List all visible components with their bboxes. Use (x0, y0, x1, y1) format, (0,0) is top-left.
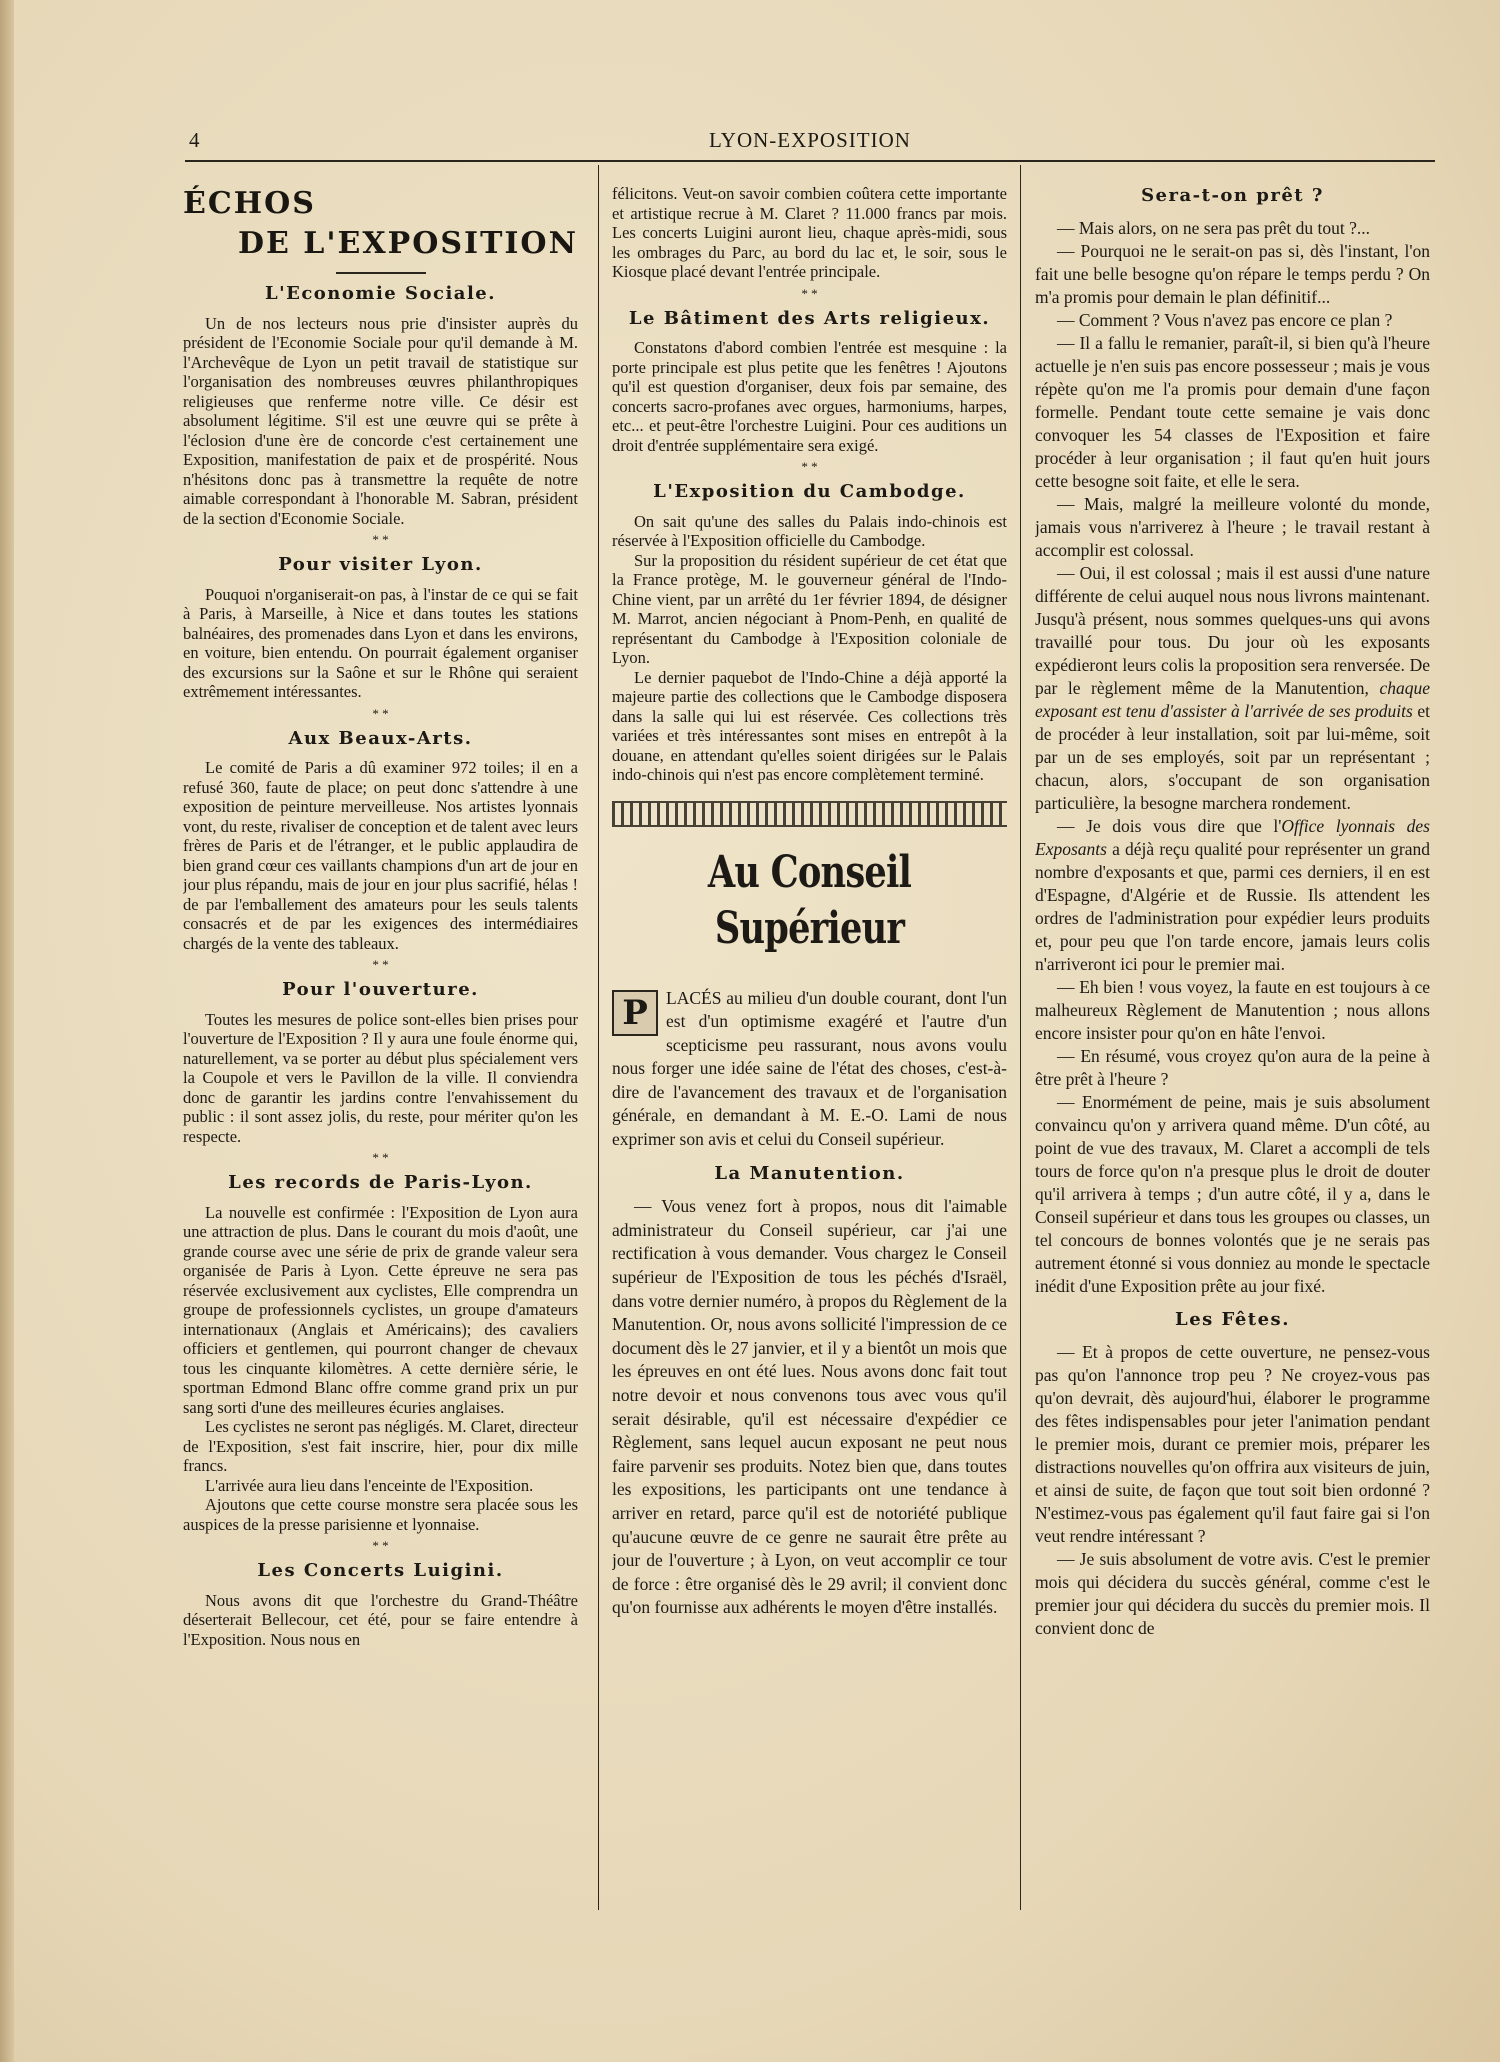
asterism-separator: * * (801, 459, 818, 474)
column-rule-2 (1020, 165, 1021, 1910)
paragraph-text: a déjà reçu qualité pour représenter un grand nombre d'exposants et que, parmi ces derniers, il en est d'Espagne, d'Algérie et de Russie. Ils attendent les ordres de l'administration pour expédier leurs produits et, pour peu que l'on tarde encore, jamais leurs colis n'arriveront ici pour le premier mai. (1035, 839, 1430, 974)
article-paragraph: Le dernier paquebot de l'Indo-Chine a déjà apporté la majeure partie des collections que le Cambodge disposera dans la salle qui lui est réservée. Ces collections très variées et très intéressantes sont mises en entrepôt à la douane, en attendant qu'elles soient dirigées sur le Palais indo-chinois qui n'est pas encore complètement terminé. (612, 667, 1007, 784)
article-paragraph: — En résumé, vous croyez qu'on aura de la peine à être prêt à l'heure ? (1035, 1046, 1430, 1089)
article-paragraph (1035, 562, 1430, 815)
article-paragraph: L'arrivée aura lieu dans l'enceinte de l'Exposition. (205, 1475, 534, 1495)
article-paragraph: — Il a fallu le remanier, paraît-il, si bien qu'à l'heure actuelle je n'en suis pas encore possesseur ; mais je vous répète qu'on me l'a promis pour demain d'une façon formelle. Pendant toute cette semaine je vais donc convoquer les 54 classes de l'Exposition et faire procéder à leur organisation ; il faut qu'en huit jours cette besogne soit faite, et elle le sera. (1035, 333, 1430, 491)
ornamental-divider (612, 801, 1007, 827)
article-heading: L'Economie Sociale. (264, 283, 497, 304)
article-paragraph: Nous avons dit que l'orchestre du Grand-Théâtre déserterait Bellecour, cet été, pour se faire entendre à l'Exposition. Nous nous en (183, 1590, 578, 1649)
article-subheading: Les Fêtes. (1175, 1309, 1290, 1330)
asterism-separator: * * (372, 532, 389, 547)
article-paragraph: Toutes les mesures de police sont-elles bien prises pour l'ouverture de l'Exposition ? Il y aura une foule énorme qui, naturellement, va se porter au début plus spécialement vers la Coupole et vers le Pavillon de la ville. Il conviendra donc de garantir les jardins contre l'envahissement du public : il sont assez jolis, du reste, pour mériter qu'on les respecte. (183, 1009, 578, 1146)
article-paragraph: — Eh bien ! vous voyez, la faute en est toujours à ce malheureux Règlement de Manutention ; nous allons encore insister pour qu'on en hâte l'envoi. (1035, 977, 1430, 1043)
article-paragraph: — Et à propos de cette ouverture, ne pensez-vous pas qu'on l'annonce trop peu ? Ne croyez-vous pas qu'on devrait, dès aujourd'hui, élaborer le programme des fêtes indispensables pour jeter l'animation pendant le premier mois, durant ce premier mois, préparer les distractions nouvelles qu'on offrira aux visiteurs de juin, et ainsi de suite, de façon que tout soit bien ordonné ? N'estimez-vous pas également qu'il faut faire gai si l'on veut rendre intéressant ? (1035, 1342, 1430, 1546)
column-rule-1 (598, 165, 599, 1910)
article-intro (612, 987, 1007, 1152)
article-heading: Les Concerts Luigini. (257, 1560, 504, 1581)
italic-text: Office lyonnais des Exposants (1035, 816, 1430, 859)
page-header (185, 128, 1435, 158)
masthead-line-2: DE L'EXPOSITION (237, 226, 578, 261)
article-paragraph: La nouvelle est confirmée : l'Exposition de Lyon aura une attraction de plus. Dans le courant du mois d'août, une grande course avec une série de prix de grande valeur sera organisée de Paris à Lyon. Cette épreuve ne sera pas réservée exclusivement aux cyclistes, Elle comprendra un groupe de professionnels cyclistes, un groupe d'amateurs internationaux (Anglais et Américains); des cavaliers officiers et gentlemen, qui pourront changer de chevaux tous les cinquante kilomètres. A cette dernière série, le sportman Edmond Blanc offre comme grand prix un pur sang sorti d'une des meilleures écuries anglaises. (183, 1202, 578, 1417)
column-1 (183, 184, 578, 1904)
newspaper-title: LYON-EXPOSITION (709, 128, 911, 152)
article-subheading: Sera-t-on prêt ? (1141, 185, 1324, 206)
masthead-rule (336, 272, 426, 274)
article-title: Au Conseil Supérieur (707, 846, 912, 954)
article-heading: Pour l'ouverture. (282, 979, 479, 1000)
article-paragraph: — Mais alors, on ne sera pas prêt du tout ?... (1057, 218, 1370, 238)
paragraph-text: — Oui, il est colossal ; mais il est aussi d'une nature différente de celui auquel nous nous livrons maintenant. Jusqu'à présent, nous sommes quelques-uns qui avons travaillé pour tous. Du jour où les exposants expédieront leurs colis la proposition sera renversée. De par le règlement même de la Manutention, (1035, 563, 1430, 698)
article-paragraph: Les cyclistes ne seront pas négligés. M. Claret, directeur de l'Exposition, s'est fait inscrire, hier, pour dix mille francs. (183, 1417, 578, 1475)
article-heading: Le Bâtiment des Arts religieux. (628, 307, 991, 329)
section-masthead (183, 184, 578, 264)
asterism-separator: * * (801, 285, 818, 301)
article-subheading: La Manutention. (714, 1162, 905, 1184)
article-paragraph: — Je suis absolument de votre avis. C'est le premier mois qui décidera du succès général, comme c'est le premier jour qui décidera du succès du premier mois. Il convient donc de (1035, 1549, 1430, 1638)
asterism-separator: * * (372, 957, 389, 972)
column-2 (612, 184, 1007, 1904)
asterism-separator: * * (372, 1538, 389, 1553)
article-paragraph-continued: félicitons. Veut-on savoir combien coûtera cette importante et artistique recrue à M. Claret ? 11.000 francs par mois. Les concerts Luigini auront lieu, chaque après-midi, sous les ombrages du Parc, au bord du lac et, le soir, sous le Kiosque placé devant l'entrée principale. (612, 184, 1007, 281)
header-rule (185, 160, 1435, 162)
article-paragraph: — Vous venez fort à propos, nous dit l'aimable administrateur du Conseil supérieur, car j'ai une rectification à vous demander. Vous chargez le Conseil supérieur de l'Exposition de tous les péchés d'Israël, dans votre dernier numéro, à propos du Règlement de la Manutention. Or, nous avons sollicité l'impression de ce document dès le 27 janvier, et il y a bientôt un mois que les épreuves en ont été lues. Nous avons donc fait tout notre devoir et nous convenons tous avec vous qu'il serait désirable, qu'il est nécessaire d'expédier ce Règlement, sans lequel aucun exposant ne peut nous faire parvenir ses produits. Notez bien que, dans toutes les expositions, les participants ont une tendance à arriver en retard, parce qu'il est de notoriété publique qu'aucune œuvre de ce genre ne saurait être prête au jour de l'ouverture ; à Lyon, on veut accomplir ce tour de force : être organisé dès le 29 avril; il convient donc qu'on fournisse aux adhérents le moyen d'être installés. (612, 1196, 1007, 1618)
paragraph-text: — Je dois vous dire que l' (1057, 816, 1282, 836)
article-heading: L'Exposition du Cambodge. (653, 481, 966, 502)
article-heading: Aux Beaux-Arts. (288, 727, 473, 749)
article-paragraph: — Enormément de peine, mais je suis absolument convaincu qu'on y arrivera quand même. D'un côté, au point de vue des travaux, M. Claret a accompli de tels tours de force qu'on n'a presque plus le droit de douter qu'il arrivera à temps ; d'un autre côté, il y a, dans le Conseil supérieur et dans tous les groupes ou classes, un tel concours de bonnes volontés que je ne serais pas autrement étonné si vous donniez au monde le spectacle inédit d'une Exposition prête au jour fixé. (1035, 1092, 1430, 1296)
article-paragraph: — Comment ? Vous n'avez pas encore ce plan ? (1057, 310, 1393, 330)
italic-text: chaque exposant est tenu d'assister à l'arrivée de ses produits (1035, 678, 1430, 721)
page-edge (0, 0, 14, 2062)
article-paragraph: Constatons d'abord combien l'entrée est mesquine : la porte principale est plus petite que les fenêtres ! Ajoutons qu'il est question d'organiser, deux fois par semaine, des concerts sacro-profanes avec orgues, harmoniums, harpes, etc... et peut-être l'orchestre Luigini. Pour ces auditions un droit d'entrée supplémentaire sera exigé. (612, 338, 1007, 455)
paragraph-text: et de procéder à leur installation, soit par lui-même, soit par un de ses employés, soit par un représentant ; chacun, alors, s'occupant de son organisation particulière, la besogne marchera rondement. (1035, 701, 1430, 813)
interview-article (612, 987, 1007, 1620)
masthead-line-1: ÉCHOS (183, 186, 316, 221)
article-paragraph: — Mais, malgré la meilleure volonté du monde, jamais vous n'arriverez à l'heure ; le travail restant à accomplir est colossal. (1035, 494, 1430, 560)
article-paragraph: On sait qu'une des salles du Palais indo-chinois est réservée à l'Exposition officielle du Cambodge. (612, 511, 1007, 550)
article-paragraph (1035, 815, 1430, 976)
article-paragraph: Un de nos lecteurs nous prie d'insister auprès du président de l'Economie Sociale pour qu'il demande à M. l'Archevêque de Lyon un petit travail de statistique sur l'organisation des nombreuses œuvres philanthropiques religieuses que renferme notre ville. Ce désir est absolument légitime. S'il est une œuvre qui se prête à l'éclosion d'une ère de concorde c'est certainement une Exposition, manifestation de paix et de prospérité. Nous n'hésitons donc pas à transmettre la requête de notre aimable correspondant à l'honorable M. Sabran, président de la section d'Economie Sociale. (183, 313, 578, 528)
asterism-separator: * * (372, 705, 389, 721)
page-number: 4 (189, 128, 200, 152)
article-heading: Pour visiter Lyon. (278, 554, 483, 575)
article-heading: Les records de Paris-Lyon. (228, 1172, 533, 1193)
drop-cap: P (612, 990, 658, 1036)
article-paragraph: — Pourquoi ne le serait-on pas si, dès l'instant, l'on fait une belle besogne qu'on répare le temps perdu ? On m'a promis pour demain le plan définitif... (1035, 241, 1430, 307)
article-paragraph: Sur la proposition du résident supérieur de cet état que la France protège, M. le gouverneur général de l'Indo-Chine vient, par un arrêté du 1er février 1894, de désigner M. Marrot, ancien négociant à Pnom-Penh, en qualité de représentant du Cambodge à l'Exposition coloniale de Lyon. (612, 550, 1007, 667)
intro-text: LACÉS au milieu d'un double courant, dont l'un est d'un optimisme exagéré et l'autre d'un scepticisme peu rassurant, nous avons voulu nous forger une idée saine de l'état des choses, c'est-à-dire de l'avancement des travaux et de l'organisation générale, en demandant à M. E.-O. Lami de nous exprimer son avis et celui du Conseil supérieur. (612, 987, 1007, 1150)
asterism-separator: * * (372, 1150, 389, 1165)
column-3 (1035, 184, 1430, 1904)
article-paragraph: Pouquoi n'organiserait-on pas, à l'instar de ce qui se fait à Paris, à Marseille, à Nice et dans toutes les stations balnéaires, des promenades dans Lyon et dans les environs, en voiture, bien entendu. On pourrait également organiser des excursions sur la Saône et sur le Rhône qui seraient extrêmement intéressantes. (183, 584, 578, 701)
article-paragraph: Le comité de Paris a dû examiner 972 toiles; il en a refusé 360, faute de place; on peut donc s'attendre à une exposition de peinture merveilleuse. Nos artistes lyonnais vont, du reste, rivaliser de conception et de talent avec leurs frères de Paris et de l'étranger, et le public applaudira de bien grand cœur ces vaillants champions d'un art de jour en jour plus répandu, mais de jour en jour plus sacrifié, hélas ! de par l'emballement des amateurs pour les seuls talents consacrés et de par les exigences des intermédiaires chargés de la vente des tableaux. (183, 758, 578, 953)
article-paragraph: Ajoutons que cette course monstre sera placée sous les auspices de la presse parisienne et lyonnaise. (183, 1495, 578, 1534)
